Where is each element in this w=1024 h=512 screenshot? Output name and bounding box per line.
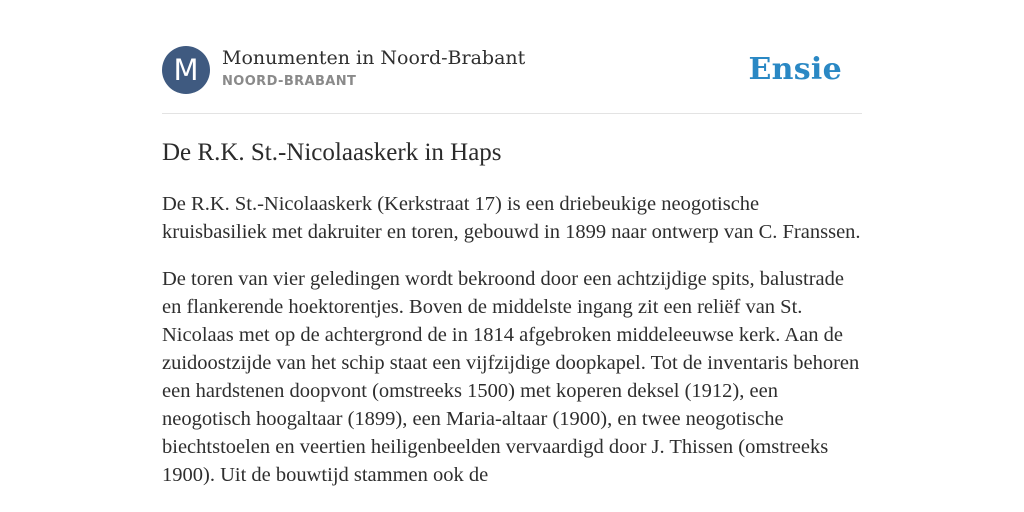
brand-logo[interactable]: Ensie xyxy=(748,52,842,87)
header xyxy=(162,46,862,96)
site-title[interactable]: Monumenten in Noord-Brabant xyxy=(222,47,526,69)
header-divider xyxy=(162,113,862,114)
site-subtitle[interactable]: NOORD-BRABANT xyxy=(222,74,357,89)
avatar[interactable]: M xyxy=(162,46,210,94)
article-title: De R.K. St.-Nicolaaskerk in Haps xyxy=(162,139,502,166)
article-paragraph-1: De R.K. St.-Nicolaaskerk (Kerkstraat 17) is een driebeukige neogotische kruisbasiliek met dakruiter en toren, gebouwd in 1899 naar ontwerp van C. Franssen. xyxy=(162,193,861,243)
article-paragraph-2: De toren van vier geledingen wordt bekroond door een achtzijdige spits, balustrade en flankerende hoektorentjes. Boven de middelste ingang zit een reliëf van St. Nicolaas met op de achtergrond de in 1814 afgebroken middeleeuwse kerk. Aan de zuidoostzijde van het schip staat een vijfzijdige doopkapel. Tot de inventaris behoren een hardstenen doopvont (omstreeks 1500) met koperen deksel (1912), een neogotisch hoogaltaar (1899), een Maria-altaar (1900), en twee neogotische biechtstoelen en veertien heiligenbeelden vervaardigd door J. Thissen (omstreeks 1900). Uit de bouwtijd stammen ook de xyxy=(162,268,860,486)
article xyxy=(162,136,862,489)
